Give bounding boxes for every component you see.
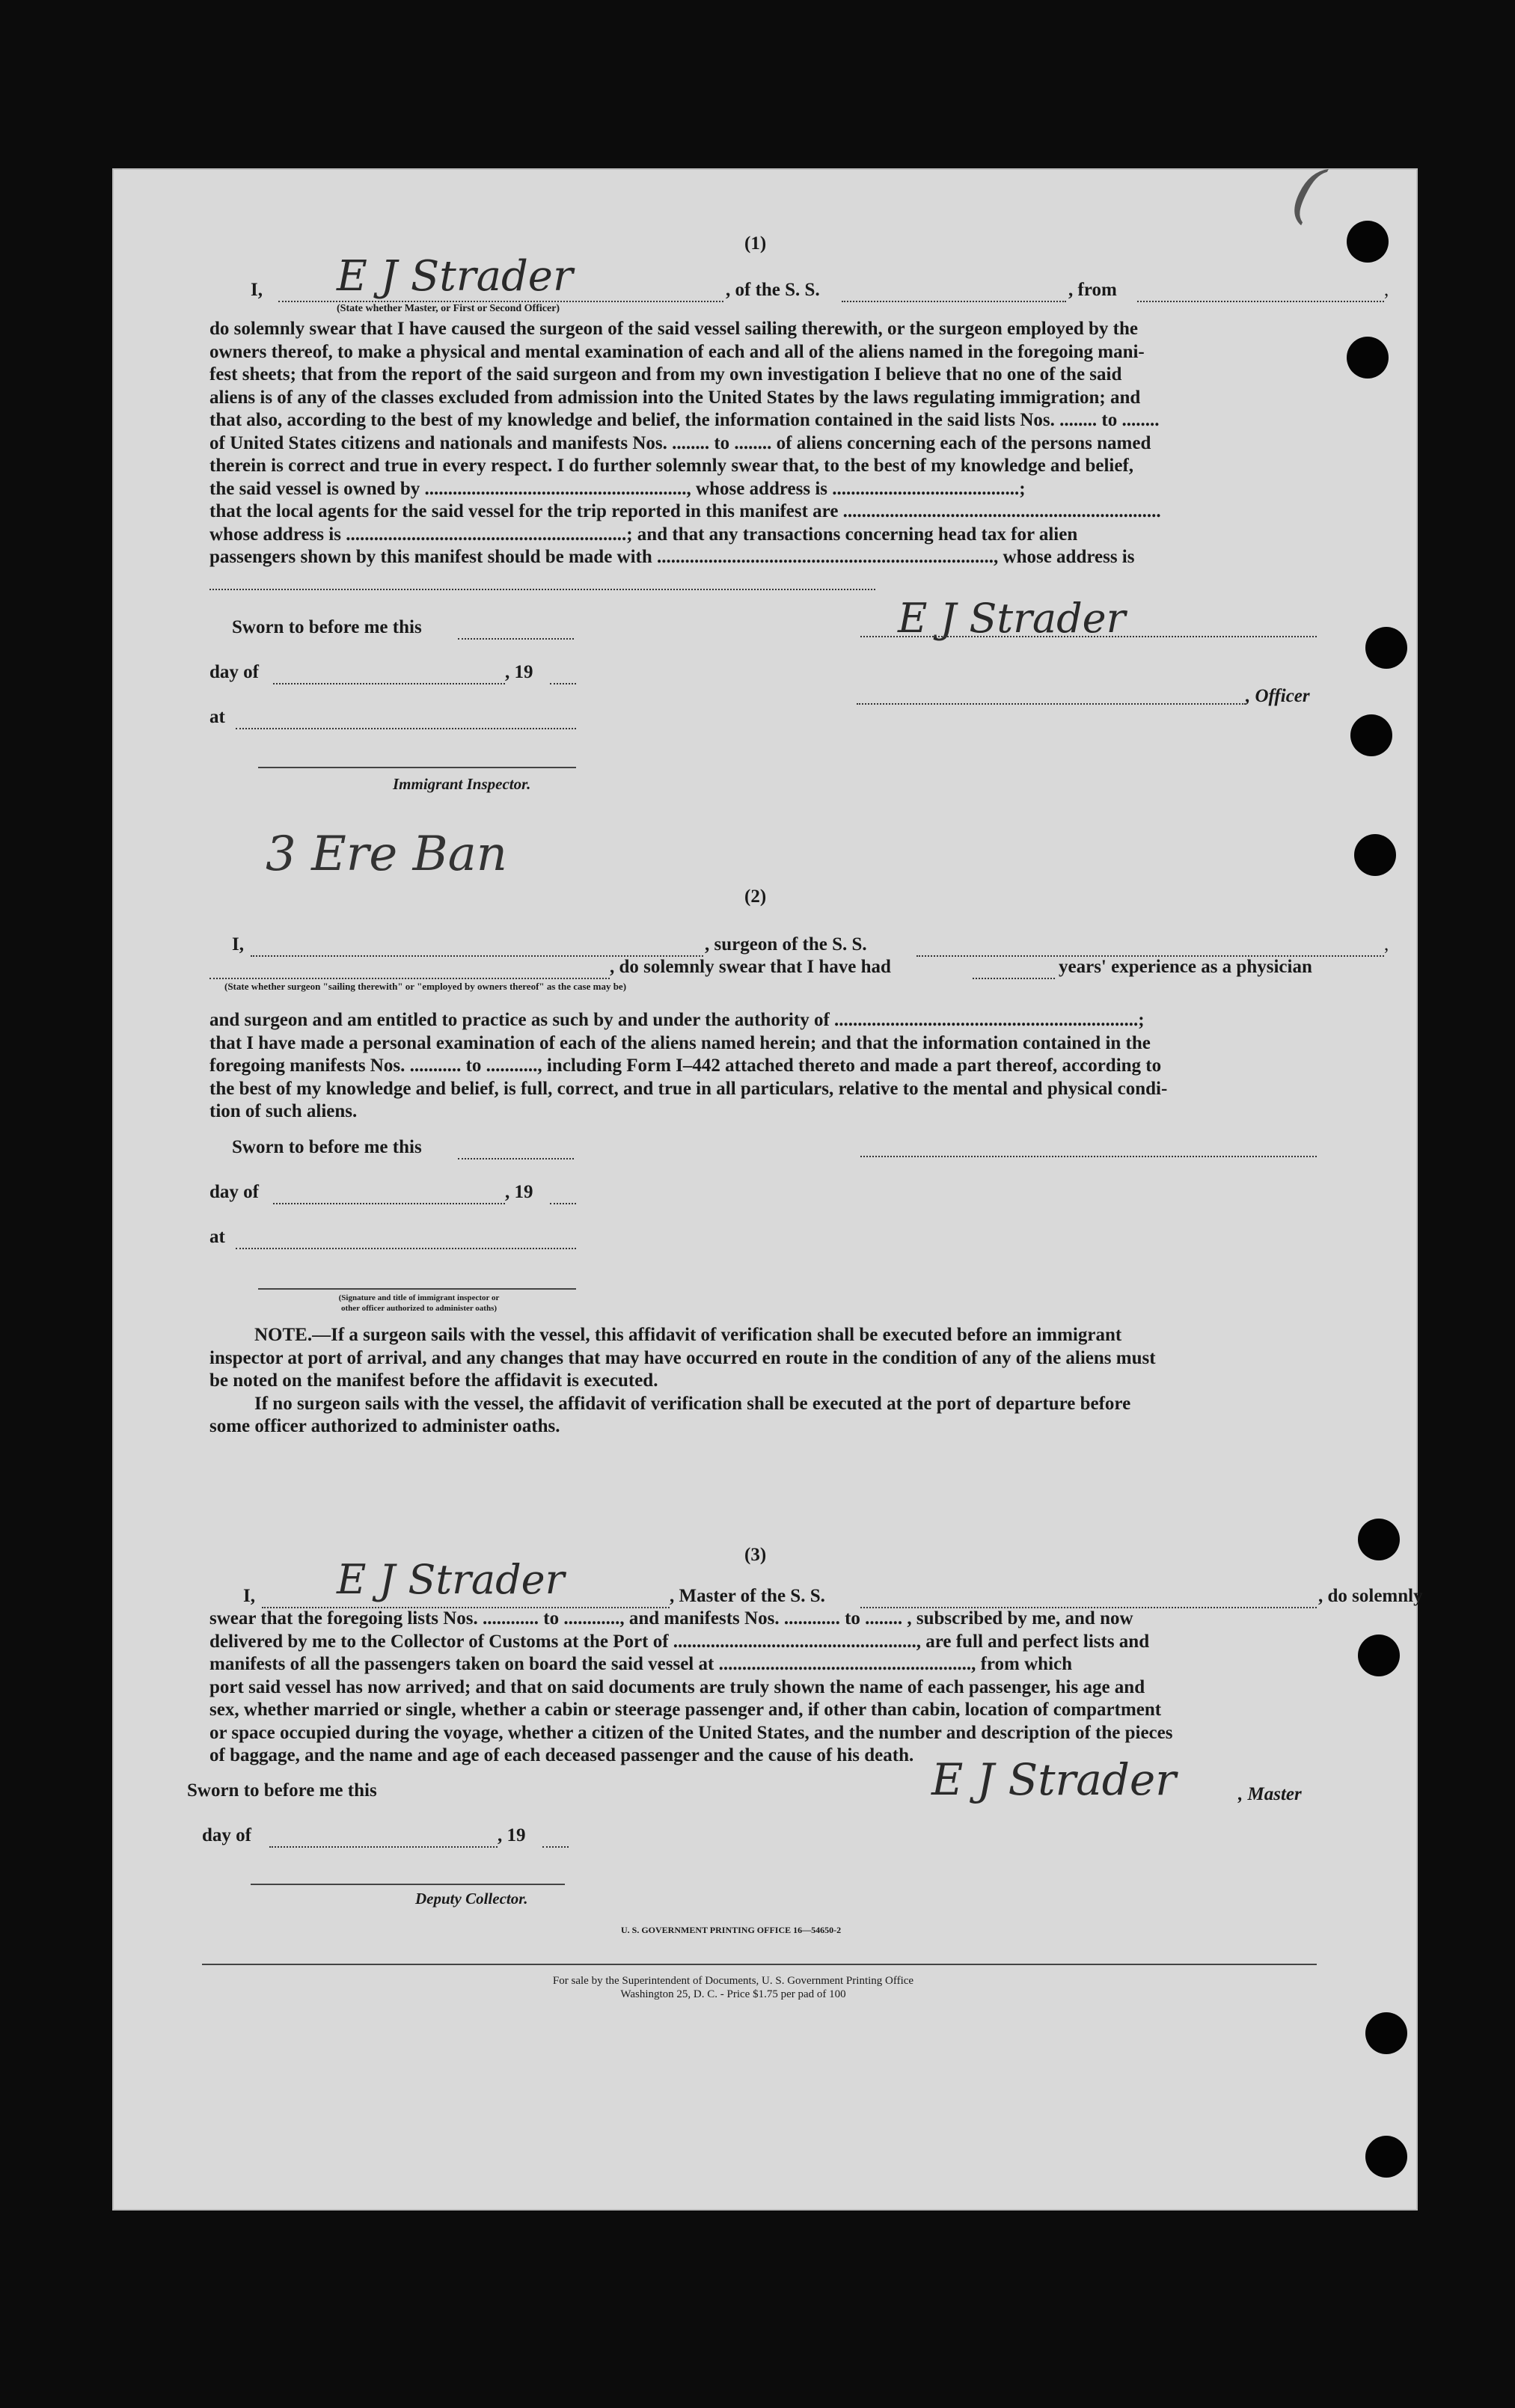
punch-hole xyxy=(1358,1635,1400,1676)
section2-note-line: be noted on the manifest before the affidavit is executed. xyxy=(209,1370,658,1391)
section2-body xyxy=(209,1009,1407,1124)
section3-body-line: manifests of all the passengers taken on board the said vessel at ......................................................, from which xyxy=(209,1654,1073,1674)
section2-body-line: that I have made a personal examination of each of the aliens named herein; and that the information contained in the xyxy=(209,1032,1151,1053)
section2-i: I, xyxy=(232,934,244,955)
section1-inspector-label: Immigrant Inspector. xyxy=(393,775,531,793)
handwritten-note: 3 Ere Ban xyxy=(266,827,507,882)
section1-at: at xyxy=(209,707,225,727)
section1-sworn: Sworn to before me this xyxy=(232,617,422,637)
punch-hole xyxy=(1365,627,1407,669)
section2-note-line: some officer authorized to administer oaths. xyxy=(209,1416,560,1436)
section2-day-of: day of xyxy=(209,1182,259,1202)
section3-body-line: swear that the foregoing lists Nos. ............ to ............, and manifests Nos. ............ to ........ , subscribed by me, and now xyxy=(209,1608,1133,1629)
section2-body-line: tion of such aliens. xyxy=(209,1101,358,1121)
section2-note-line: If no surgeon sails with the vessel, the affidavit of verification shall be executed at the port of departure before xyxy=(254,1393,1131,1414)
section2-sig-caption-line: other officer authorized to administer oaths) xyxy=(340,1304,498,1313)
section3-year: , 19 xyxy=(498,1825,526,1845)
punch-hole xyxy=(1365,2136,1407,2178)
section1-body-line: fest sheets; that from the report of the said surgeon and from my own investigation I believe that no one of the said xyxy=(209,364,1122,385)
section1-day-of: day of xyxy=(209,662,259,682)
section3-body-line: or space occupied during the voyage, whether a citizen of the United States, and the number and description of the pieces xyxy=(209,1722,1173,1743)
footer-sale-line: For sale by the Superintendent of Documents, U. S. Government Printing Office xyxy=(552,1975,914,1987)
section1-officer-label: , Officer xyxy=(1246,686,1310,706)
section1-body-line: the said vessel is owned by ........................................................, whose address is ........................................; xyxy=(209,478,1026,499)
section1-body-line: aliens is of any of the classes excluded from admission into the United States by the laws regulating immigration; and xyxy=(209,387,1141,408)
section3-master-signature: E J Strader xyxy=(337,1556,565,1603)
section1-body xyxy=(209,318,1407,569)
punch-hole xyxy=(1365,2012,1407,2054)
section2-line2: , do solemnly swear that I have had xyxy=(610,957,891,977)
section3-body-line: delivered by me to the Collector of Customs at the Port of ...................................................., are full and perfect lists and xyxy=(209,1631,1150,1652)
section2-line2-end: years' experience as a physician xyxy=(1059,957,1312,977)
punch-hole xyxy=(1347,337,1389,379)
section3-body xyxy=(209,1608,1407,1768)
section2-note-line: inspector at port of arrival, and any changes that may have occurred en route in the condition of any of the aliens must xyxy=(209,1347,1156,1368)
section3-body-line: port said vessel has now arrived; and that on said documents are truly shown the name of each passenger, his age and xyxy=(209,1676,1145,1697)
section3-number: (3) xyxy=(744,1545,767,1565)
section1-i: I, xyxy=(251,280,263,300)
section2-body-line: and surgeon and am entitled to practice as such by and under the authority of .................................................................; xyxy=(209,1010,1145,1030)
punch-hole xyxy=(1358,1519,1400,1560)
section3-body-line: of baggage, and the name and age of each deceased passenger and the cause of his death. xyxy=(209,1745,914,1765)
punch-hole xyxy=(1354,834,1396,876)
section1-body-line: that also, according to the best of my knowledge and belief, the information contained in the said lists Nos. ........ to ........ xyxy=(209,410,1160,430)
section1-number: (1) xyxy=(744,233,767,254)
section2-body-line: foregoing manifests Nos. ........... to ..........., including Form I–442 attached thereto and made a part thereof, according to xyxy=(209,1056,1162,1076)
corner-mark: ( xyxy=(1285,151,1331,234)
section3-master-sig-bottom: E J Strader xyxy=(931,1754,1176,1805)
section3-master-role: , Master xyxy=(1238,1784,1302,1804)
section2-sig-caption xyxy=(262,1293,576,1314)
section1-body-line: therein is correct and true in every respect. I do further solemnly swear that, to the best of my knowledge and belief, xyxy=(209,456,1134,476)
footer-price-line: Washington 25, D. C. - Price $1.75 per pad of 100 xyxy=(620,1988,846,2000)
section1-body-line: passengers shown by this manifest should be made with ........................................................................, whose address is xyxy=(209,547,1135,567)
section1-body-line: that the local agents for the said vessel for the trip reported in this manifest are .................................................................... xyxy=(209,501,1161,521)
section3-i: I, xyxy=(243,1586,255,1606)
section2-sig-caption-line: (Signature and title of immigrant inspector or xyxy=(338,1293,500,1302)
section3-master-label: , Master of the S. S. xyxy=(670,1586,825,1606)
section1-line1-end: , xyxy=(1384,280,1389,300)
section2-note xyxy=(209,1324,1407,1439)
manifest-affidavit-sheet xyxy=(112,151,1423,2211)
section1-body-line: owners thereof, to make a physical and mental examination of each and all of the aliens named in the foregoing mani- xyxy=(209,341,1145,362)
section2-caption: (State whether surgeon "sailing therewith" or "employed by owners thereof" as the case may be) xyxy=(224,981,627,992)
section1-master-signature: E J Strader xyxy=(337,252,573,301)
section1-body-line: do solemnly swear that I have caused the surgeon of the said vessel sailing therewith, or the surgeon employed by the xyxy=(209,319,1138,339)
section2-year: , 19 xyxy=(505,1182,533,1202)
section1-master-caption: (State whether Master, or First or Second Officer) xyxy=(337,303,560,314)
section3-day-of: day of xyxy=(202,1825,251,1845)
section1-body-line: of United States citizens and nationals and manifests Nos. ........ to ........ of aliens concerning each of the persons named xyxy=(209,432,1151,453)
punch-hole xyxy=(1347,221,1389,263)
section1-officer-signature: E J Strader xyxy=(898,595,1126,642)
gpo-line: U. S. GOVERNMENT PRINTING OFFICE 16—54650-2 xyxy=(621,1925,842,1935)
punch-hole xyxy=(1350,714,1392,756)
section1-year: , 19 xyxy=(505,662,533,682)
section2-sworn: Sworn to before me this xyxy=(232,1137,422,1157)
section2-surgeon-label: , surgeon of the S. S. xyxy=(705,934,867,955)
section1-vessel-label: , of the S. S. xyxy=(726,280,820,300)
section2-number: (2) xyxy=(744,886,767,907)
section1-body-line: whose address is ............................................................; and that any transactions concerning head tax for alien xyxy=(209,524,1078,545)
section2-body-line: the best of my knowledge and belief, is full, correct, and true in all particulars, relative to the mental and physical condi- xyxy=(209,1078,1168,1099)
section3-collector-label: Deputy Collector. xyxy=(415,1890,528,1908)
section3-line1-end: , do solemnly xyxy=(1318,1586,1423,1606)
section1-from-label: , from xyxy=(1068,280,1117,300)
section2-line1-end: , xyxy=(1384,934,1389,955)
section2-note-line: NOTE.—If a surgeon sails with the vessel, this affidavit of verification shall be executed before an immigrant xyxy=(254,1325,1122,1345)
section3-body-line: sex, whether married or single, whether a cabin or steerage passenger and, if other than cabin, location of compartment xyxy=(209,1700,1162,1720)
section2-at: at xyxy=(209,1227,225,1247)
section3-sworn: Sworn to before me this xyxy=(187,1780,377,1801)
